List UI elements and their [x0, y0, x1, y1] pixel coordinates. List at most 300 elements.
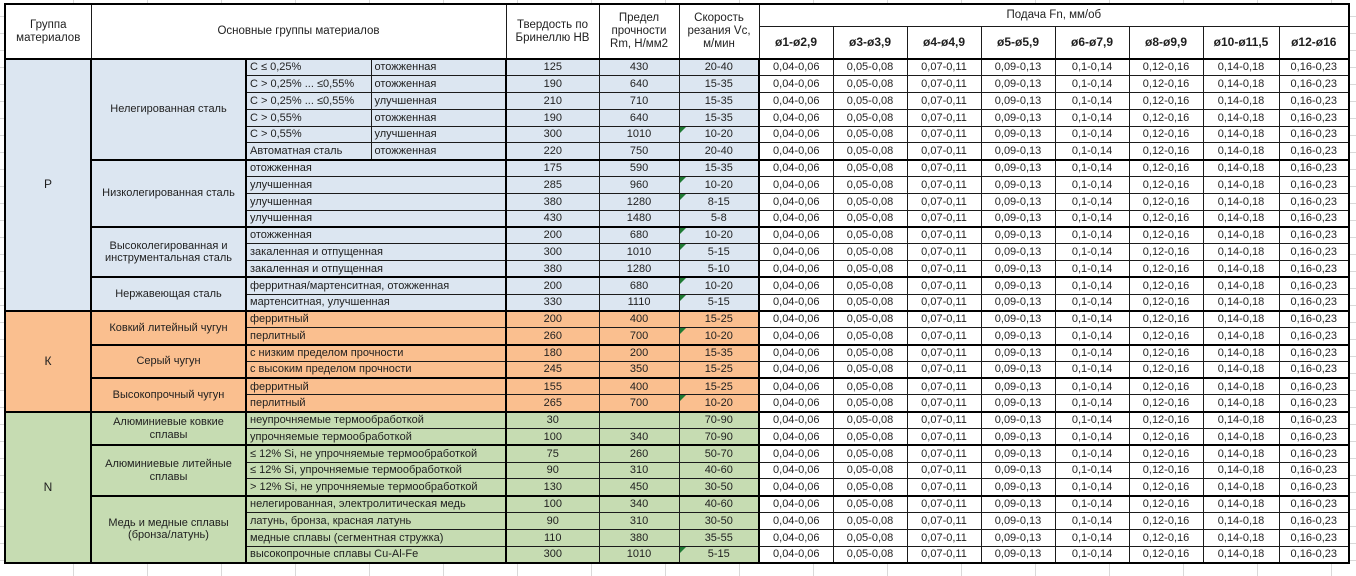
feed-cell[interactable]: 0,16-0,23: [1279, 227, 1349, 244]
feed-cell[interactable]: 0,07-0,11: [907, 143, 981, 160]
speed-cell[interactable]: [679, 227, 759, 244]
condition-cell[interactable]: отожженная: [371, 76, 506, 93]
hardness-cell[interactable]: 175: [506, 160, 599, 177]
feed-cell[interactable]: 0,04-0,06: [759, 294, 833, 311]
feed-cell[interactable]: 0,12-0,16: [1129, 59, 1203, 76]
speed-cell[interactable]: [679, 529, 759, 546]
feed-cell[interactable]: 0,04-0,06: [759, 261, 833, 278]
strength-cell[interactable]: 260: [599, 445, 679, 462]
feed-cell[interactable]: 0,12-0,16: [1129, 294, 1203, 311]
hardness-cell[interactable]: 200: [506, 311, 599, 328]
feed-cell[interactable]: 0,07-0,11: [907, 93, 981, 110]
feed-cell[interactable]: 0,07-0,11: [907, 277, 981, 294]
subgroup-cell[interactable]: Высокопрочный чугун: [91, 378, 246, 412]
feed-cell[interactable]: 0,05-0,08: [833, 109, 907, 126]
material-detail-cell[interactable]: C > 0,55%: [246, 126, 371, 143]
feed-cell[interactable]: 0,07-0,11: [907, 210, 981, 227]
feed-cell[interactable]: 0,14-0,18: [1203, 429, 1279, 446]
feed-cell[interactable]: 0,07-0,11: [907, 378, 981, 395]
subgroup-cell[interactable]: Высоколегированная и инструментальная сталь: [91, 227, 246, 277]
feed-cell[interactable]: 0,09-0,13: [981, 160, 1055, 177]
feed-cell[interactable]: 0,07-0,11: [907, 546, 981, 563]
feed-cell[interactable]: 0,07-0,11: [907, 261, 981, 278]
feed-cell[interactable]: 0,07-0,11: [907, 311, 981, 328]
feed-cell[interactable]: 0,07-0,11: [907, 445, 981, 462]
feed-cell[interactable]: 0,07-0,11: [907, 76, 981, 93]
feed-cell[interactable]: 0,09-0,13: [981, 479, 1055, 496]
speed-cell[interactable]: [679, 412, 759, 429]
feed-cell[interactable]: 0,07-0,11: [907, 361, 981, 378]
subgroup-cell[interactable]: Нержавеющая сталь: [91, 277, 246, 311]
feed-cell[interactable]: 0,09-0,13: [981, 378, 1055, 395]
material-detail-cell[interactable]: Автоматная сталь: [246, 143, 371, 160]
feed-cell[interactable]: 0,16-0,23: [1279, 445, 1349, 462]
feed-cell[interactable]: 0,16-0,23: [1279, 361, 1349, 378]
feed-cell[interactable]: 0,09-0,13: [981, 193, 1055, 210]
feed-cell[interactable]: 0,09-0,13: [981, 429, 1055, 446]
feed-cell[interactable]: 0,09-0,13: [981, 361, 1055, 378]
feed-cell[interactable]: 0,16-0,23: [1279, 462, 1349, 479]
feed-cell[interactable]: 0,16-0,23: [1279, 59, 1349, 76]
feed-cell[interactable]: 0,12-0,16: [1129, 462, 1203, 479]
strength-cell[interactable]: 640: [599, 109, 679, 126]
feed-cell[interactable]: 0,07-0,11: [907, 345, 981, 362]
hardness-cell[interactable]: 190: [506, 109, 599, 126]
feed-cell[interactable]: 0,16-0,23: [1279, 328, 1349, 345]
header-diameter[interactable]: ø4-ø4,9: [907, 26, 981, 59]
feed-cell[interactable]: 0,14-0,18: [1203, 395, 1279, 412]
condition-cell[interactable]: отожженная: [371, 59, 506, 76]
feed-cell[interactable]: 0,05-0,08: [833, 378, 907, 395]
feed-cell[interactable]: 0,12-0,16: [1129, 311, 1203, 328]
speed-cell[interactable]: [679, 160, 759, 177]
feed-cell[interactable]: 0,12-0,16: [1129, 529, 1203, 546]
header-diameter[interactable]: ø1-ø2,9: [759, 26, 833, 59]
feed-cell[interactable]: 0,05-0,08: [833, 76, 907, 93]
feed-cell[interactable]: 0,16-0,23: [1279, 479, 1349, 496]
speed-cell[interactable]: [679, 445, 759, 462]
header-speed[interactable]: Скорость резания Vc, м/мин: [679, 4, 759, 59]
strength-cell[interactable]: 680: [599, 277, 679, 294]
condition-cell[interactable]: отожженная: [371, 109, 506, 126]
feed-cell[interactable]: 0,09-0,13: [981, 93, 1055, 110]
feed-cell[interactable]: 0,14-0,18: [1203, 462, 1279, 479]
strength-cell[interactable]: 750: [599, 143, 679, 160]
material-desc-cell[interactable]: отожженная: [246, 160, 506, 177]
speed-cell[interactable]: [679, 126, 759, 143]
feed-cell[interactable]: 0,05-0,08: [833, 361, 907, 378]
strength-cell[interactable]: 310: [599, 513, 679, 530]
speed-cell[interactable]: [679, 261, 759, 278]
material-desc-cell[interactable]: закаленная и отпущенная: [246, 261, 506, 278]
feed-cell[interactable]: 0,04-0,06: [759, 513, 833, 530]
feed-cell[interactable]: 0,04-0,06: [759, 345, 833, 362]
condition-cell[interactable]: улучшенная: [371, 93, 506, 110]
feed-cell[interactable]: 0,05-0,08: [833, 412, 907, 429]
feed-cell[interactable]: 0,12-0,16: [1129, 126, 1203, 143]
feed-cell[interactable]: 0,07-0,11: [907, 109, 981, 126]
feed-cell[interactable]: 0,16-0,23: [1279, 546, 1349, 563]
feed-cell[interactable]: 0,1-0,14: [1055, 227, 1129, 244]
feed-cell[interactable]: 0,07-0,11: [907, 294, 981, 311]
feed-cell[interactable]: 0,07-0,11: [907, 479, 981, 496]
feed-cell[interactable]: 0,1-0,14: [1055, 177, 1129, 194]
feed-cell[interactable]: 0,07-0,11: [907, 328, 981, 345]
material-desc-cell[interactable]: улучшенная: [246, 193, 506, 210]
feed-cell[interactable]: 0,09-0,13: [981, 126, 1055, 143]
hardness-cell[interactable]: 265: [506, 395, 599, 412]
feed-cell[interactable]: 0,1-0,14: [1055, 59, 1129, 76]
feed-cell[interactable]: 0,1-0,14: [1055, 345, 1129, 362]
strength-cell[interactable]: 310: [599, 462, 679, 479]
speed-cell[interactable]: [679, 76, 759, 93]
speed-cell[interactable]: [679, 546, 759, 563]
strength-cell[interactable]: 1280: [599, 193, 679, 210]
feed-cell[interactable]: 0,1-0,14: [1055, 311, 1129, 328]
feed-cell[interactable]: 0,04-0,06: [759, 378, 833, 395]
feed-cell[interactable]: 0,16-0,23: [1279, 529, 1349, 546]
speed-cell[interactable]: [679, 395, 759, 412]
feed-cell[interactable]: 0,12-0,16: [1129, 261, 1203, 278]
feed-cell[interactable]: 0,16-0,23: [1279, 261, 1349, 278]
feed-cell[interactable]: 0,16-0,23: [1279, 143, 1349, 160]
speed-cell[interactable]: [679, 109, 759, 126]
feed-cell[interactable]: 0,12-0,16: [1129, 429, 1203, 446]
speed-cell[interactable]: [679, 244, 759, 261]
feed-cell[interactable]: 0,09-0,13: [981, 261, 1055, 278]
material-desc-cell[interactable]: ферритный: [246, 311, 506, 328]
feed-cell[interactable]: 0,09-0,13: [981, 177, 1055, 194]
feed-cell[interactable]: 0,12-0,16: [1129, 546, 1203, 563]
hardness-cell[interactable]: 190: [506, 76, 599, 93]
feed-cell[interactable]: 0,05-0,08: [833, 143, 907, 160]
feed-cell[interactable]: 0,14-0,18: [1203, 93, 1279, 110]
feed-cell[interactable]: 0,1-0,14: [1055, 378, 1129, 395]
feed-cell[interactable]: 0,1-0,14: [1055, 529, 1129, 546]
feed-cell[interactable]: 0,1-0,14: [1055, 546, 1129, 563]
feed-cell[interactable]: 0,1-0,14: [1055, 93, 1129, 110]
material-desc-cell[interactable]: улучшенная: [246, 177, 506, 194]
feed-cell[interactable]: 0,1-0,14: [1055, 361, 1129, 378]
feed-cell[interactable]: 0,09-0,13: [981, 445, 1055, 462]
speed-cell[interactable]: [679, 93, 759, 110]
feed-cell[interactable]: 0,1-0,14: [1055, 143, 1129, 160]
feed-cell[interactable]: 0,05-0,08: [833, 311, 907, 328]
header-strength[interactable]: Предел прочности Rm, Н/мм2: [599, 4, 679, 59]
feed-cell[interactable]: 0,04-0,06: [759, 193, 833, 210]
header-group[interactable]: Группа материалов: [5, 4, 91, 59]
feed-cell[interactable]: 0,07-0,11: [907, 126, 981, 143]
feed-cell[interactable]: 0,09-0,13: [981, 546, 1055, 563]
feed-cell[interactable]: 0,04-0,06: [759, 93, 833, 110]
header-diameter[interactable]: ø3-ø3,9: [833, 26, 907, 59]
feed-cell[interactable]: 0,14-0,18: [1203, 261, 1279, 278]
feed-cell[interactable]: 0,1-0,14: [1055, 126, 1129, 143]
feed-cell[interactable]: 0,05-0,08: [833, 59, 907, 76]
feed-cell[interactable]: 0,04-0,06: [759, 496, 833, 513]
feed-cell[interactable]: 0,04-0,06: [759, 529, 833, 546]
material-desc-cell[interactable]: отожженная: [246, 227, 506, 244]
strength-cell[interactable]: 1480: [599, 210, 679, 227]
material-desc-cell[interactable]: ферритная/мартенситная, отожженная: [246, 277, 506, 294]
feed-cell[interactable]: 0,12-0,16: [1129, 445, 1203, 462]
group-cell[interactable]: N: [5, 412, 91, 563]
material-desc-cell[interactable]: латунь, бронза, красная латунь: [246, 513, 506, 530]
hardness-cell[interactable]: 30: [506, 412, 599, 429]
group-cell[interactable]: К: [5, 311, 91, 412]
speed-cell[interactable]: [679, 143, 759, 160]
feed-cell[interactable]: 0,09-0,13: [981, 59, 1055, 76]
feed-cell[interactable]: 0,16-0,23: [1279, 244, 1349, 261]
feed-cell[interactable]: 0,04-0,06: [759, 395, 833, 412]
feed-cell[interactable]: 0,05-0,08: [833, 546, 907, 563]
header-diameter[interactable]: ø8-ø9,9: [1129, 26, 1203, 59]
hardness-cell[interactable]: 75: [506, 445, 599, 462]
material-desc-cell[interactable]: ≤ 12% Si, не упрочняемые термообработкой: [246, 445, 506, 462]
feed-cell[interactable]: 0,04-0,06: [759, 311, 833, 328]
hardness-cell[interactable]: 125: [506, 59, 599, 76]
group-cell[interactable]: P: [5, 59, 91, 311]
material-desc-cell[interactable]: медные сплавы (сегментная стружка): [246, 529, 506, 546]
speed-cell[interactable]: [679, 361, 759, 378]
feed-cell[interactable]: 0,14-0,18: [1203, 126, 1279, 143]
feed-cell[interactable]: 0,16-0,23: [1279, 378, 1349, 395]
feed-cell[interactable]: 0,04-0,06: [759, 244, 833, 261]
feed-cell[interactable]: 0,05-0,08: [833, 261, 907, 278]
feed-cell[interactable]: 0,16-0,23: [1279, 277, 1349, 294]
feed-cell[interactable]: 0,12-0,16: [1129, 109, 1203, 126]
feed-cell[interactable]: 0,04-0,06: [759, 227, 833, 244]
feed-cell[interactable]: 0,12-0,16: [1129, 395, 1203, 412]
feed-cell[interactable]: 0,12-0,16: [1129, 513, 1203, 530]
feed-cell[interactable]: 0,04-0,06: [759, 126, 833, 143]
subgroup-cell[interactable]: Серый чугун: [91, 345, 246, 379]
strength-cell[interactable]: 340: [599, 496, 679, 513]
material-desc-cell[interactable]: ≤ 12% Si, упрочняемые термообработкой: [246, 462, 506, 479]
material-desc-cell[interactable]: мартенситная, улучшенная: [246, 294, 506, 311]
material-desc-cell[interactable]: ферритный: [246, 378, 506, 395]
material-desc-cell[interactable]: с низким пределом прочности: [246, 345, 506, 362]
feed-cell[interactable]: 0,16-0,23: [1279, 93, 1349, 110]
material-desc-cell[interactable]: с высоким пределом прочности: [246, 361, 506, 378]
subgroup-cell[interactable]: Алюминиевые ковкие сплавы: [91, 412, 246, 446]
feed-cell[interactable]: 0,1-0,14: [1055, 412, 1129, 429]
feed-cell[interactable]: 0,14-0,18: [1203, 294, 1279, 311]
feed-cell[interactable]: 0,16-0,23: [1279, 126, 1349, 143]
feed-cell[interactable]: 0,12-0,16: [1129, 378, 1203, 395]
strength-cell[interactable]: 340: [599, 429, 679, 446]
header-diameter[interactable]: ø12-ø16: [1279, 26, 1349, 59]
feed-cell[interactable]: 0,14-0,18: [1203, 496, 1279, 513]
feed-cell[interactable]: 0,1-0,14: [1055, 395, 1129, 412]
feed-cell[interactable]: 0,16-0,23: [1279, 311, 1349, 328]
feed-cell[interactable]: 0,05-0,08: [833, 345, 907, 362]
speed-cell[interactable]: [679, 462, 759, 479]
feed-cell[interactable]: 0,07-0,11: [907, 496, 981, 513]
strength-cell[interactable]: 350: [599, 361, 679, 378]
subgroup-cell[interactable]: Ковкий литейный чугун: [91, 311, 246, 345]
feed-cell[interactable]: 0,1-0,14: [1055, 445, 1129, 462]
hardness-cell[interactable]: 260: [506, 328, 599, 345]
material-desc-cell[interactable]: неупрочняемые термообработкой: [246, 412, 506, 429]
feed-cell[interactable]: 0,05-0,08: [833, 210, 907, 227]
material-detail-cell[interactable]: C > 0,25% ... ≤0,55%: [246, 76, 371, 93]
feed-cell[interactable]: 0,16-0,23: [1279, 177, 1349, 194]
speed-cell[interactable]: [679, 479, 759, 496]
feed-cell[interactable]: 0,12-0,16: [1129, 277, 1203, 294]
feed-cell[interactable]: 0,12-0,16: [1129, 328, 1203, 345]
speed-cell[interactable]: [679, 59, 759, 76]
feed-cell[interactable]: 0,14-0,18: [1203, 210, 1279, 227]
feed-cell[interactable]: 0,14-0,18: [1203, 177, 1279, 194]
material-desc-cell[interactable]: высокопрочные сплавы Cu-Al-Fe: [246, 546, 506, 563]
feed-cell[interactable]: 0,14-0,18: [1203, 328, 1279, 345]
feed-cell[interactable]: 0,07-0,11: [907, 529, 981, 546]
feed-cell[interactable]: 0,16-0,23: [1279, 294, 1349, 311]
feed-cell[interactable]: 0,09-0,13: [981, 210, 1055, 227]
feed-cell[interactable]: 0,1-0,14: [1055, 193, 1129, 210]
feed-cell[interactable]: 0,16-0,23: [1279, 395, 1349, 412]
hardness-cell[interactable]: 300: [506, 244, 599, 261]
strength-cell[interactable]: 380: [599, 529, 679, 546]
feed-cell[interactable]: 0,07-0,11: [907, 412, 981, 429]
feed-cell[interactable]: 0,1-0,14: [1055, 294, 1129, 311]
strength-cell[interactable]: [599, 412, 679, 429]
hardness-cell[interactable]: 100: [506, 429, 599, 446]
condition-cell[interactable]: отожженная: [371, 143, 506, 160]
feed-cell[interactable]: 0,04-0,06: [759, 76, 833, 93]
speed-cell[interactable]: [679, 378, 759, 395]
feed-cell[interactable]: 0,09-0,13: [981, 294, 1055, 311]
strength-cell[interactable]: 700: [599, 395, 679, 412]
feed-cell[interactable]: 0,04-0,06: [759, 328, 833, 345]
material-detail-cell[interactable]: C > 0,25% ... ≤0,55%: [246, 93, 371, 110]
header-diameter[interactable]: ø5-ø5,9: [981, 26, 1055, 59]
header-diameter[interactable]: ø10-ø11,5: [1203, 26, 1279, 59]
feed-cell[interactable]: 0,14-0,18: [1203, 345, 1279, 362]
speed-cell[interactable]: [679, 328, 759, 345]
feed-cell[interactable]: 0,14-0,18: [1203, 378, 1279, 395]
feed-cell[interactable]: 0,05-0,08: [833, 496, 907, 513]
feed-cell[interactable]: 0,05-0,08: [833, 462, 907, 479]
header-feed-title[interactable]: Подача Fn, мм/об: [759, 4, 1349, 26]
feed-cell[interactable]: 0,14-0,18: [1203, 277, 1279, 294]
speed-cell[interactable]: [679, 496, 759, 513]
strength-cell[interactable]: 400: [599, 311, 679, 328]
feed-cell[interactable]: 0,09-0,13: [981, 513, 1055, 530]
feed-cell[interactable]: 0,04-0,06: [759, 160, 833, 177]
hardness-cell[interactable]: 380: [506, 193, 599, 210]
feed-cell[interactable]: 0,12-0,16: [1129, 345, 1203, 362]
feed-cell[interactable]: 0,07-0,11: [907, 462, 981, 479]
feed-cell[interactable]: 0,1-0,14: [1055, 513, 1129, 530]
feed-cell[interactable]: 0,12-0,16: [1129, 210, 1203, 227]
feed-cell[interactable]: 0,14-0,18: [1203, 143, 1279, 160]
feed-cell[interactable]: 0,05-0,08: [833, 445, 907, 462]
feed-cell[interactable]: 0,04-0,06: [759, 59, 833, 76]
strength-cell[interactable]: 1010: [599, 244, 679, 261]
hardness-cell[interactable]: 155: [506, 378, 599, 395]
feed-cell[interactable]: 0,04-0,06: [759, 412, 833, 429]
hardness-cell[interactable]: 245: [506, 361, 599, 378]
feed-cell[interactable]: 0,05-0,08: [833, 244, 907, 261]
hardness-cell[interactable]: 200: [506, 277, 599, 294]
hardness-cell[interactable]: 330: [506, 294, 599, 311]
feed-cell[interactable]: 0,14-0,18: [1203, 546, 1279, 563]
feed-cell[interactable]: 0,14-0,18: [1203, 361, 1279, 378]
feed-cell[interactable]: 0,14-0,18: [1203, 160, 1279, 177]
feed-cell[interactable]: 0,07-0,11: [907, 244, 981, 261]
feed-cell[interactable]: 0,12-0,16: [1129, 160, 1203, 177]
feed-cell[interactable]: 0,1-0,14: [1055, 277, 1129, 294]
feed-cell[interactable]: 0,05-0,08: [833, 294, 907, 311]
speed-cell[interactable]: [679, 193, 759, 210]
hardness-cell[interactable]: 430: [506, 210, 599, 227]
feed-cell[interactable]: 0,14-0,18: [1203, 311, 1279, 328]
feed-cell[interactable]: 0,07-0,11: [907, 160, 981, 177]
feed-cell[interactable]: 0,07-0,11: [907, 193, 981, 210]
feed-cell[interactable]: 0,09-0,13: [981, 529, 1055, 546]
feed-cell[interactable]: 0,05-0,08: [833, 395, 907, 412]
feed-cell[interactable]: 0,14-0,18: [1203, 513, 1279, 530]
speed-cell[interactable]: [679, 345, 759, 362]
feed-cell[interactable]: 0,14-0,18: [1203, 76, 1279, 93]
subgroup-cell[interactable]: Низколегированная сталь: [91, 160, 246, 227]
strength-cell[interactable]: 960: [599, 177, 679, 194]
feed-cell[interactable]: 0,16-0,23: [1279, 160, 1349, 177]
feed-cell[interactable]: 0,05-0,08: [833, 277, 907, 294]
feed-cell[interactable]: 0,12-0,16: [1129, 143, 1203, 160]
material-desc-cell[interactable]: улучшенная: [246, 210, 506, 227]
feed-cell[interactable]: 0,04-0,06: [759, 445, 833, 462]
hardness-cell[interactable]: 300: [506, 126, 599, 143]
material-desc-cell[interactable]: перлитный: [246, 395, 506, 412]
feed-cell[interactable]: 0,04-0,06: [759, 143, 833, 160]
condition-cell[interactable]: улучшенная: [371, 126, 506, 143]
material-desc-cell[interactable]: упрочняемые термообработкой: [246, 429, 506, 446]
strength-cell[interactable]: 1010: [599, 126, 679, 143]
feed-cell[interactable]: 0,14-0,18: [1203, 445, 1279, 462]
feed-cell[interactable]: 0,1-0,14: [1055, 462, 1129, 479]
material-desc-cell[interactable]: закаленная и отпущенная: [246, 244, 506, 261]
feed-cell[interactable]: 0,05-0,08: [833, 227, 907, 244]
feed-cell[interactable]: 0,16-0,23: [1279, 513, 1349, 530]
hardness-cell[interactable]: 220: [506, 143, 599, 160]
feed-cell[interactable]: 0,09-0,13: [981, 277, 1055, 294]
feed-cell[interactable]: 0,07-0,11: [907, 177, 981, 194]
feed-cell[interactable]: 0,1-0,14: [1055, 479, 1129, 496]
hardness-cell[interactable]: 110: [506, 529, 599, 546]
hardness-cell[interactable]: 300: [506, 546, 599, 563]
feed-cell[interactable]: 0,16-0,23: [1279, 210, 1349, 227]
feed-cell[interactable]: 0,16-0,23: [1279, 412, 1349, 429]
feed-cell[interactable]: 0,09-0,13: [981, 244, 1055, 261]
feed-cell[interactable]: 0,16-0,23: [1279, 76, 1349, 93]
feed-cell[interactable]: 0,14-0,18: [1203, 59, 1279, 76]
speed-cell[interactable]: [679, 177, 759, 194]
feed-cell[interactable]: 0,07-0,11: [907, 227, 981, 244]
material-desc-cell[interactable]: нелегированная, электролитическая медь: [246, 496, 506, 513]
feed-cell[interactable]: 0,16-0,23: [1279, 109, 1349, 126]
hardness-cell[interactable]: 200: [506, 227, 599, 244]
feed-cell[interactable]: 0,09-0,13: [981, 311, 1055, 328]
feed-cell[interactable]: 0,09-0,13: [981, 109, 1055, 126]
feed-cell[interactable]: 0,14-0,18: [1203, 529, 1279, 546]
feed-cell[interactable]: 0,1-0,14: [1055, 210, 1129, 227]
feed-cell[interactable]: 0,12-0,16: [1129, 227, 1203, 244]
feed-cell[interactable]: 0,16-0,23: [1279, 345, 1349, 362]
subgroup-cell[interactable]: Нелегированная сталь: [91, 59, 246, 160]
